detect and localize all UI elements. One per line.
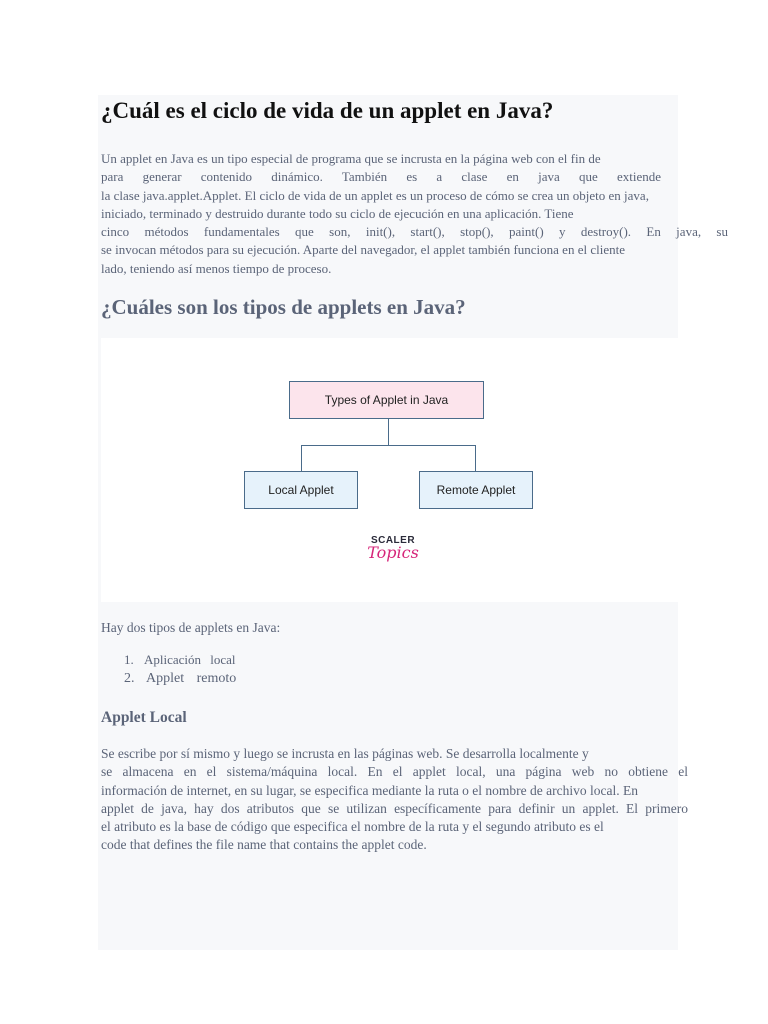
- list-item-number: 2.: [124, 671, 135, 686]
- list-item: [101, 652, 236, 671]
- intro-line: cinco métodos fundamentales que son, init(), start(), stop(), paint() y destroy(). En java, su: [101, 224, 728, 240]
- intro-line: iniciado, terminado y destruido durante todo su ciclo de ejecución en una aplicación. Tiene: [101, 205, 574, 221]
- section-heading: ¿Cuáles son los tipos de applets en Java?: [101, 295, 466, 319]
- list-item: [101, 671, 237, 690]
- subheading-local-applet: Applet Local: [101, 709, 187, 726]
- scaler-topics-logo: [363, 535, 423, 562]
- diagram-connector: [475, 445, 476, 471]
- diagram-connector: [388, 419, 389, 446]
- diagram-connector: [301, 445, 476, 446]
- intro-line: para generar contenido dinámico. También es a clase en java que extiende: [101, 169, 661, 185]
- intro-line: Un applet en Java es un tipo especial de programa que se incrusta en la página web con el fin de: [101, 151, 601, 166]
- paragraph-line: Se escribe por sí mismo y luego se incrusta en las páginas web. Se desarrolla localmente y: [101, 746, 589, 761]
- list-item-text: Applet remoto: [146, 671, 237, 686]
- paragraph-line: información de internet, en su lugar, se especifica mediante la ruta o el nombre de archivo local. En: [101, 782, 638, 798]
- diagram-root-node: Types of Applet in Java: [289, 381, 484, 419]
- local-applet-paragraph: [101, 745, 688, 855]
- intro-paragraph: [101, 150, 728, 278]
- diagram-local-node: Local Applet: [244, 471, 358, 509]
- list-item-number: 1.: [124, 652, 134, 667]
- paragraph-line: applet de java, hay dos atributos que se utilizan específicamente para definir un applet. El primero: [101, 800, 688, 816]
- intro-line: se invocan métodos para su ejecución. Aparte del navegador, el applet también funciona en el cliente: [101, 242, 625, 258]
- intro-line: lado, teniendo así menos tiempo de proceso.: [101, 260, 332, 276]
- paragraph-line: se almacena en el sistema/máquina local. En el applet local, una página web no obtiene el: [101, 764, 688, 780]
- page-title: ¿Cuál es el ciclo de vida de un applet en Java?: [101, 98, 554, 123]
- logo-scaler-text: SCALER: [370, 535, 416, 546]
- list-item-text: Aplicación local: [144, 652, 236, 667]
- types-intro-text: Hay dos tipos de applets en Java:: [101, 620, 281, 635]
- paragraph-line: code that defines the file name that contains the applet code.: [101, 837, 427, 853]
- applet-types-list: [101, 652, 237, 690]
- diagram-remote-node: Remote Applet: [419, 471, 533, 509]
- applet-types-diagram: [101, 338, 678, 602]
- diagram-connector: [301, 445, 302, 471]
- logo-topics-text: Topics: [367, 543, 419, 562]
- intro-line: la clase java.applet.Applet. El ciclo de vida de un applet es un proceso de cómo se crea un objeto en java,: [101, 187, 649, 203]
- paragraph-line: el atributo es la base de código que especifica el nombre de la ruta y el segundo atributo es el: [101, 819, 604, 835]
